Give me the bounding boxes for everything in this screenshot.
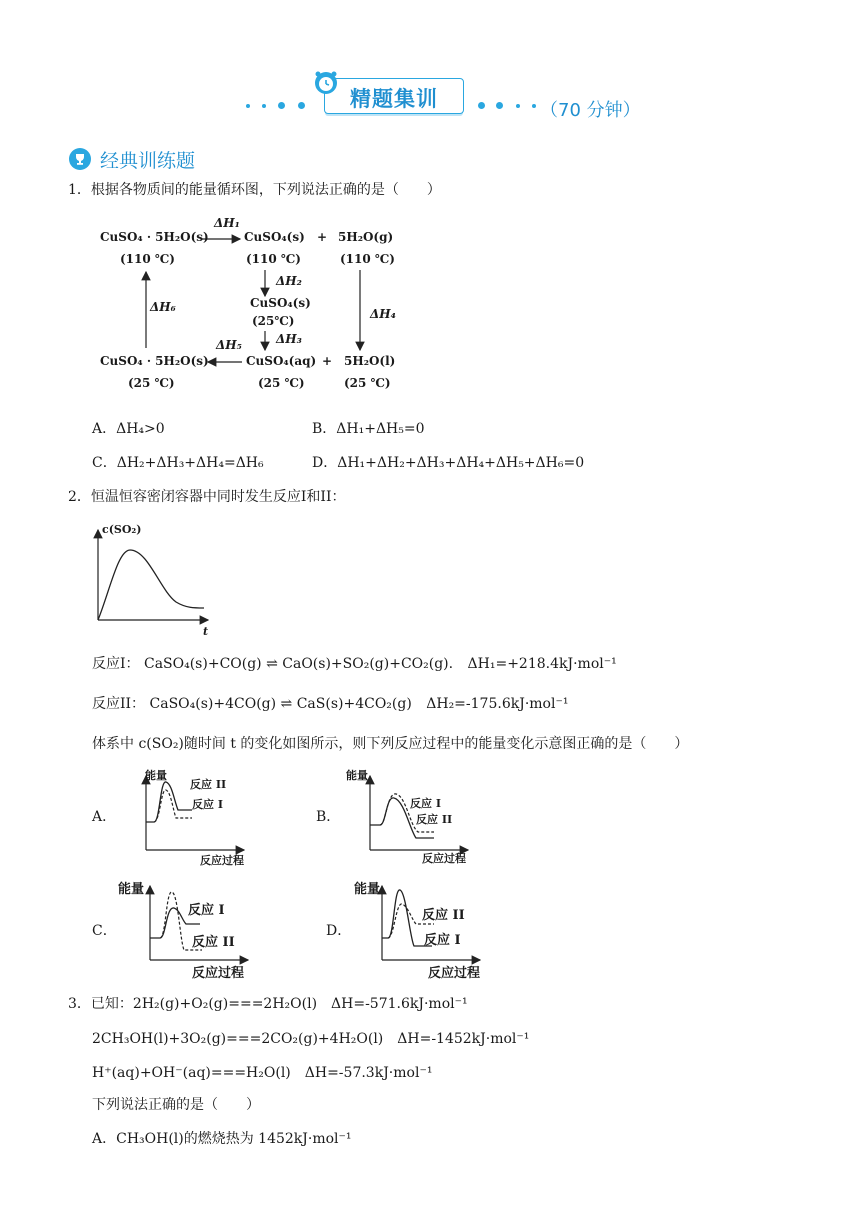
decor-dot	[278, 102, 285, 109]
q3-equation-2: 2CH₃OH(l)+3O₂(g)===2CO₂(g)+4H₂O(l) ΔH=-1452kJ·mol⁻¹	[92, 1031, 530, 1047]
section-title: 经典训练题	[100, 150, 196, 172]
reaction-2	[92, 695, 568, 713]
curve-label: 反应 I	[424, 933, 461, 948]
node-water-gas: 5H₂O(g)	[338, 230, 394, 244]
energy-graph-d	[376, 880, 486, 970]
decor-dot	[532, 104, 536, 108]
dh2-label: ΔH₂	[276, 274, 302, 288]
reaction-1	[92, 655, 617, 673]
curve-label: 反应 I	[188, 903, 225, 918]
dh4-label: ΔH₄	[370, 307, 396, 321]
node-cuso4-25-temp: (25℃)	[252, 314, 295, 328]
q1-option-a[interactable]: A．ΔH₄>0	[92, 421, 165, 437]
curve-label: 反应 II	[190, 778, 227, 791]
reaction-1-label: 反应I：	[92, 656, 140, 672]
energy-graph-c	[144, 880, 254, 970]
curve-label: 反应 II	[422, 908, 465, 923]
decor-dot	[496, 102, 503, 109]
reaction-2-label: 反应II：	[92, 696, 146, 712]
energy-axis-label: 能量	[354, 882, 381, 897]
q3-stem: 3．已知：2H₂(g)+O₂(g)===2H₂O(l) ΔH=-571.6kJ·mol⁻¹	[68, 996, 468, 1012]
curve-label: 反应 II	[192, 935, 235, 950]
q2-option-b[interactable]: B．	[316, 809, 341, 825]
decor-dot	[516, 104, 520, 108]
node-hydrate-110: CuSO₄ · 5H₂O(s)	[100, 230, 209, 244]
q2-question: 体系中 c(SO₂)随时间 t 的变化如图所示，则下列反应过程中的能量变化示意图正确的是（ ）	[92, 736, 689, 752]
plus-sign: +	[322, 354, 333, 368]
so2-curve	[90, 520, 215, 640]
dh5-label: ΔH₅	[216, 338, 242, 352]
dh6-label: ΔH₆	[150, 300, 176, 314]
process-axis-label: 反应过程	[428, 966, 481, 981]
reaction-1-equation: CaSO₄(s)+CO(g) ⇌ CaO(s)+SO₂(g)+CO₂(g).	[143, 656, 454, 672]
trophy-icon	[68, 147, 92, 171]
process-axis-label: 反应过程	[422, 852, 466, 865]
dh1-label: ΔH₁	[214, 216, 240, 230]
node-cuso4-25: CuSO₄(s)	[250, 296, 311, 310]
energy-axis-label: 能量	[346, 769, 368, 782]
process-axis-label: 反应过程	[192, 966, 245, 981]
node-water-gas-temp: (110 ℃)	[340, 252, 395, 266]
energy-axis-label: 能量	[145, 769, 167, 782]
time-note: （70 分钟）	[540, 100, 641, 121]
node-hydrate-25: CuSO₄ · 5H₂O(s)	[100, 354, 209, 368]
process-axis-label: 反应过程	[200, 854, 244, 867]
graph-ylabel: c(SO₂)	[102, 523, 142, 536]
graph-xlabel: t	[203, 625, 209, 638]
decor-dot	[478, 102, 485, 109]
q2-option-c[interactable]: C．	[92, 923, 117, 939]
node-water-liquid: 5H₂O(l)	[344, 354, 396, 368]
q2-option-d[interactable]: D．	[326, 923, 352, 939]
banner-title: 精题集训	[350, 87, 438, 111]
curve-label: 反应 I	[410, 797, 441, 810]
reaction-1-enthalpy: ΔH₁=+218.4kJ·mol⁻¹	[467, 656, 617, 672]
node-hydrate-25-temp: (25 ℃)	[128, 376, 175, 390]
node-cuso4-110: CuSO₄(s)	[244, 230, 305, 244]
plus-sign: +	[317, 230, 328, 244]
decor-dot	[298, 102, 305, 109]
q1-option-d[interactable]: D．ΔH₁+ΔH₂+ΔH₃+ΔH₄+ΔH₅+ΔH₆=0	[312, 455, 585, 471]
decor-dot	[246, 104, 250, 108]
node-water-liquid-temp: (25 ℃)	[344, 376, 391, 390]
energy-axis-label: 能量	[118, 882, 145, 897]
q2-option-a[interactable]: A．	[92, 809, 117, 825]
alarm-clock-icon	[313, 70, 339, 96]
node-hydrate-110-temp: (110 ℃)	[120, 252, 175, 266]
q1-option-c[interactable]: C．ΔH₂+ΔH₃+ΔH₄=ΔH₆	[92, 455, 264, 471]
q1-stem: 1．根据各物质间的能量循环图，下列说法正确的是（ ）	[68, 182, 441, 198]
banner-box	[324, 78, 464, 114]
reaction-2-equation: CaSO₄(s)+4CO(g) ⇌ CaS(s)+4CO₂(g)	[149, 696, 412, 712]
q1-option-b[interactable]: B．ΔH₁+ΔH₅=0	[312, 421, 425, 437]
node-cuso4-110-temp: (110 ℃)	[246, 252, 301, 266]
node-cuso4-aq-temp: (25 ℃)	[258, 376, 305, 390]
q3-equation-3: H⁺(aq)+OH⁻(aq)===H₂O(l) ΔH=-57.3kJ·mol⁻¹	[92, 1065, 433, 1081]
node-cuso4-aq: CuSO₄(aq)	[246, 354, 317, 368]
decor-dot	[262, 104, 266, 108]
dh3-label: ΔH₃	[276, 332, 302, 346]
q3-question: 下列说法正确的是（ ）	[92, 1097, 260, 1113]
curve-label: 反应 II	[416, 813, 453, 826]
curve-label: 反应 I	[192, 798, 223, 811]
q2-stem: 2．恒温恒容密闭容器中同时发生反应I和II：	[68, 489, 346, 505]
q3-option-a[interactable]: A．CH₃OH(l)的燃烧热为 1452kJ·mol⁻¹	[92, 1131, 352, 1147]
reaction-2-enthalpy: ΔH₂=-175.6kJ·mol⁻¹	[426, 696, 569, 712]
